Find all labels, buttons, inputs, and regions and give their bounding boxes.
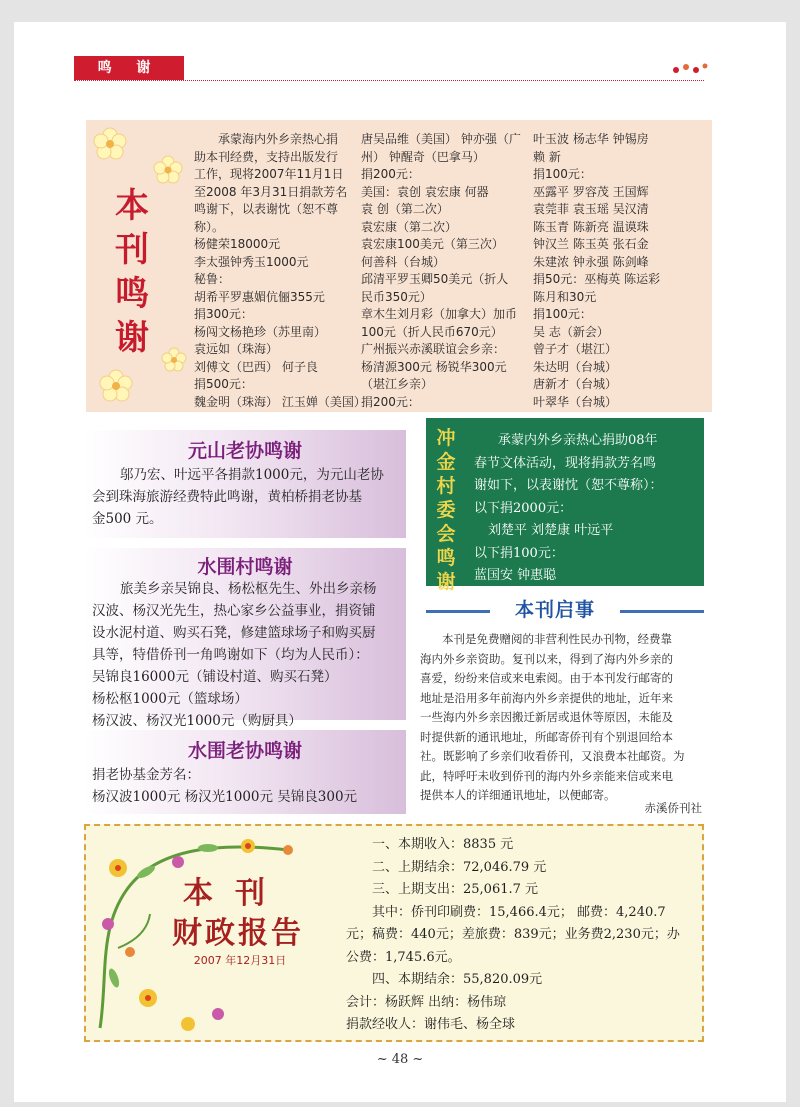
text-line: 刘楚平 刘楚康 叶远平 xyxy=(488,523,614,538)
journal-thanks-column-1 xyxy=(194,131,366,411)
shuiwei-village-thanks-title: 水围村鸣谢 xyxy=(197,556,293,578)
header-divider xyxy=(74,80,704,81)
text-line: 以下捐100元： xyxy=(474,545,564,561)
text-line: 以下捐2000元： xyxy=(474,500,573,516)
text-line: 杨汉波1000元 杨汉光1000元 吴锦良300元 xyxy=(92,789,358,805)
text-line: 一些海内外乡亲因搬迁新居或退休等原因，未能及 xyxy=(420,710,673,724)
text-line: 曾子才（堪江） xyxy=(533,342,618,356)
text-line: 二、上期结余：72,046.79 元 xyxy=(372,859,547,875)
text-line: 四、本期结余：55,820.09元 xyxy=(372,972,543,987)
text-line: 美国：袁创 袁宏康 何器 xyxy=(361,184,489,199)
text-line: 朱达明（台城） xyxy=(533,359,618,374)
notice-title: 本刊启事 xyxy=(490,597,620,623)
finance-report-title-line-2: 财政报告 xyxy=(172,916,304,951)
finance-report-text xyxy=(346,834,702,1037)
chongjin-thanks-title: 冲金村委会鸣谢 xyxy=(436,427,456,593)
text-line: 袁莞菲 袁玉瑶 吴汉清 xyxy=(533,202,649,216)
text-line: 捐老协基金芳名： xyxy=(92,767,200,783)
text-line: 朱建浓 钟永强 陈剑峰 xyxy=(533,254,649,269)
text-line: 捐100元： xyxy=(533,167,592,181)
text-line: 承蒙海内外乡亲热心捐 xyxy=(218,132,339,146)
text-line: 公费：1,745.6元。 xyxy=(346,949,461,965)
text-line: 工作，现将2007年11月1日 xyxy=(194,167,344,181)
text-line: 承蒙内外乡亲热心捐助08年 xyxy=(498,433,658,448)
text-line: 袁远如（珠海） xyxy=(194,342,279,356)
journal-thanks-title: 本刊鸣谢 xyxy=(115,186,149,358)
text-line: 其中：侨刊印刷费：15,466.4元； 邮费：4,240.7 xyxy=(372,904,666,920)
header-ornament-icon xyxy=(670,58,710,76)
chongjin-thanks-text xyxy=(474,430,700,588)
text-line: 邬乃宏、叶远平各捐款1000元，为元山老协 xyxy=(120,467,384,483)
text-line: （堪江乡亲） xyxy=(361,377,434,391)
text-line: 杨松枢1000元（篮球场） xyxy=(92,691,248,707)
shuiwei-village-thanks-text xyxy=(92,578,404,732)
text-line: 捐200元： xyxy=(361,167,420,181)
text-line: 胡希平罗惠媚伉俪355元 xyxy=(194,289,325,304)
text-line: 地址是沿用多年前海内外乡亲提供的地址，近年来 xyxy=(420,690,673,705)
text-line: 李太强钟秀玉1000元 xyxy=(194,254,309,269)
text-line: 捐100元： xyxy=(533,307,592,321)
text-line: 吴 志（新会） xyxy=(533,324,609,339)
text-line: 刘傅文（巴西） 何子良 xyxy=(194,359,318,374)
text-line: 海内外乡亲资助。复刊以来，得到了海内外乡亲的 xyxy=(420,651,673,666)
text-line: 时提供新的通讯地址，所邮寄侨刊有个别退回给本 xyxy=(420,729,673,744)
text-line: 鸣谢下，以表谢忱（恕不尊 xyxy=(194,202,339,216)
text-line: 秘鲁： xyxy=(194,272,231,286)
text-line: 魏金明（珠海） 江玉婵（美国） xyxy=(194,394,366,409)
text-line: 一、本期收入：8835 元 xyxy=(372,837,514,852)
text-line: 州） 钟醒奇（巴拿马） xyxy=(361,149,485,164)
text-line: 此，特呼吁未收到侨刊的海内外乡亲能来信或来电 xyxy=(420,768,673,783)
text-line: 设水泥村道、购买石凳，修建篮球场子和购买厨 xyxy=(92,625,376,641)
finance-report-date: 2007 年12月31日 xyxy=(193,954,287,967)
journal-thanks-column-2 xyxy=(361,131,531,411)
text-line: 社。既影响了乡亲们收看侨刊，又浪费本社邮资。为 xyxy=(420,749,685,763)
text-line: 捐300元： xyxy=(194,307,253,321)
notice-text xyxy=(420,630,706,806)
text-line: 章木生刘月彩（加拿大）加币 xyxy=(361,307,518,321)
text-line: 蓝国安 钟惠聪 xyxy=(474,568,557,583)
journal-thanks-column-3 xyxy=(533,131,703,411)
text-line: 捐200元： xyxy=(361,394,420,409)
text-line: 杨健荣18000元 xyxy=(194,237,281,251)
text-line: 杨汉波、杨汉光1000元（购厨具） xyxy=(92,713,302,729)
text-line: 会到珠海旅游经费特此鸣谢，黄柏桥捐老协基 xyxy=(92,489,362,505)
text-line: 叶翠华（台城） xyxy=(533,394,618,409)
text-line: 袁宏康100美元（第三次） xyxy=(361,237,504,251)
text-line: 捐款经收人：谢伟毛、杨全球 xyxy=(346,1017,516,1032)
text-line: 唐新才（台城） xyxy=(533,377,618,391)
shuiwei-elder-thanks-text xyxy=(92,764,404,808)
text-line: 邱清平罗玉卿50美元（折人 xyxy=(361,272,509,286)
text-line: 本刊是免费赠阅的非营利性民办刊物，经费靠 xyxy=(442,632,672,646)
yuanshan-thanks-title: 元山老协鸣谢 xyxy=(187,440,302,462)
text-line: 广州振兴赤溪联谊会乡亲： xyxy=(361,342,506,356)
text-line: 吴锦良16000元（铺设村道、购买石凳） xyxy=(92,669,338,685)
text-line: 袁宏康（第二次） xyxy=(361,219,458,234)
text-line: 陈玉青 陈新亮 温谟珠 xyxy=(533,219,649,234)
text-line: 陈月和30元 xyxy=(533,289,597,304)
text-line: 民币350元） xyxy=(361,289,432,304)
text-line: 喜爱，纷纷来信或来电索阅。由于本刊发行邮寄的 xyxy=(420,671,673,685)
notice-signature: 赤溪侨刊社 xyxy=(644,801,702,815)
text-line: 春节文体活动，现将捐款芳名鸣 xyxy=(474,455,657,471)
section-header-tag: 鸣 谢 xyxy=(74,56,184,80)
text-line: 叶玉波 杨志华 钟锡房 xyxy=(533,132,649,146)
text-line: 捐50元：巫梅英 陈运彩 xyxy=(533,272,661,286)
text-line: 称）。 xyxy=(194,219,225,234)
text-line: 杨闯文杨艳珍（苏里南） xyxy=(194,324,327,339)
text-line: 100元（折人民币670元） xyxy=(361,324,503,339)
text-line: 助本刊经费，支持出版发行 xyxy=(194,149,339,164)
text-line: 何善科（台城） xyxy=(361,254,446,269)
page-number: ~ 48 ~ xyxy=(376,1052,424,1067)
text-line: 元；稿费：440元；差旅费：839元；业务费2,230元；办 xyxy=(346,927,680,942)
text-line: 旅美乡亲吴锦良、杨松枢先生、外出乡亲杨 xyxy=(120,581,377,597)
text-line: 巫露平 罗容茂 王国辉 xyxy=(533,184,649,199)
text-line: 袁 创（第二次） xyxy=(361,202,449,216)
finance-report-title-line-1: 本刊 xyxy=(183,876,287,911)
text-line: 三、上期支出：25,061.7 元 xyxy=(372,882,539,897)
text-line: 至2008 年3月31日捐款芳名 xyxy=(194,184,348,199)
yuanshan-thanks-text xyxy=(92,464,404,530)
text-line: 具等，特借侨刊一角鸣谢如下（均为人民币）： xyxy=(92,647,369,663)
text-line: 唐吴品维（美国） 钟亦强（广 xyxy=(361,132,521,146)
text-line: 杨清源300元 杨锐华300元 xyxy=(361,359,507,374)
text-line: 谢如下，以表谢忱（恕不尊称）： xyxy=(474,478,663,493)
text-line: 会计：杨跃辉 出纳：杨伟琼 xyxy=(346,994,507,1010)
text-line: 赖 新 xyxy=(533,149,561,164)
text-line: 汉波、杨汉光先生，热心家乡公益事业，捐资铺 xyxy=(92,603,376,619)
text-line: 钟汉兰 陈玉英 张石金 xyxy=(533,237,649,251)
shuiwei-elder-thanks-title: 水围老协鸣谢 xyxy=(187,740,302,762)
text-line: 金500 元。 xyxy=(92,511,163,527)
text-line: 捐500元： xyxy=(194,377,253,391)
text-line: 提供本人的详细通讯地址，以便邮寄。 xyxy=(420,788,616,802)
